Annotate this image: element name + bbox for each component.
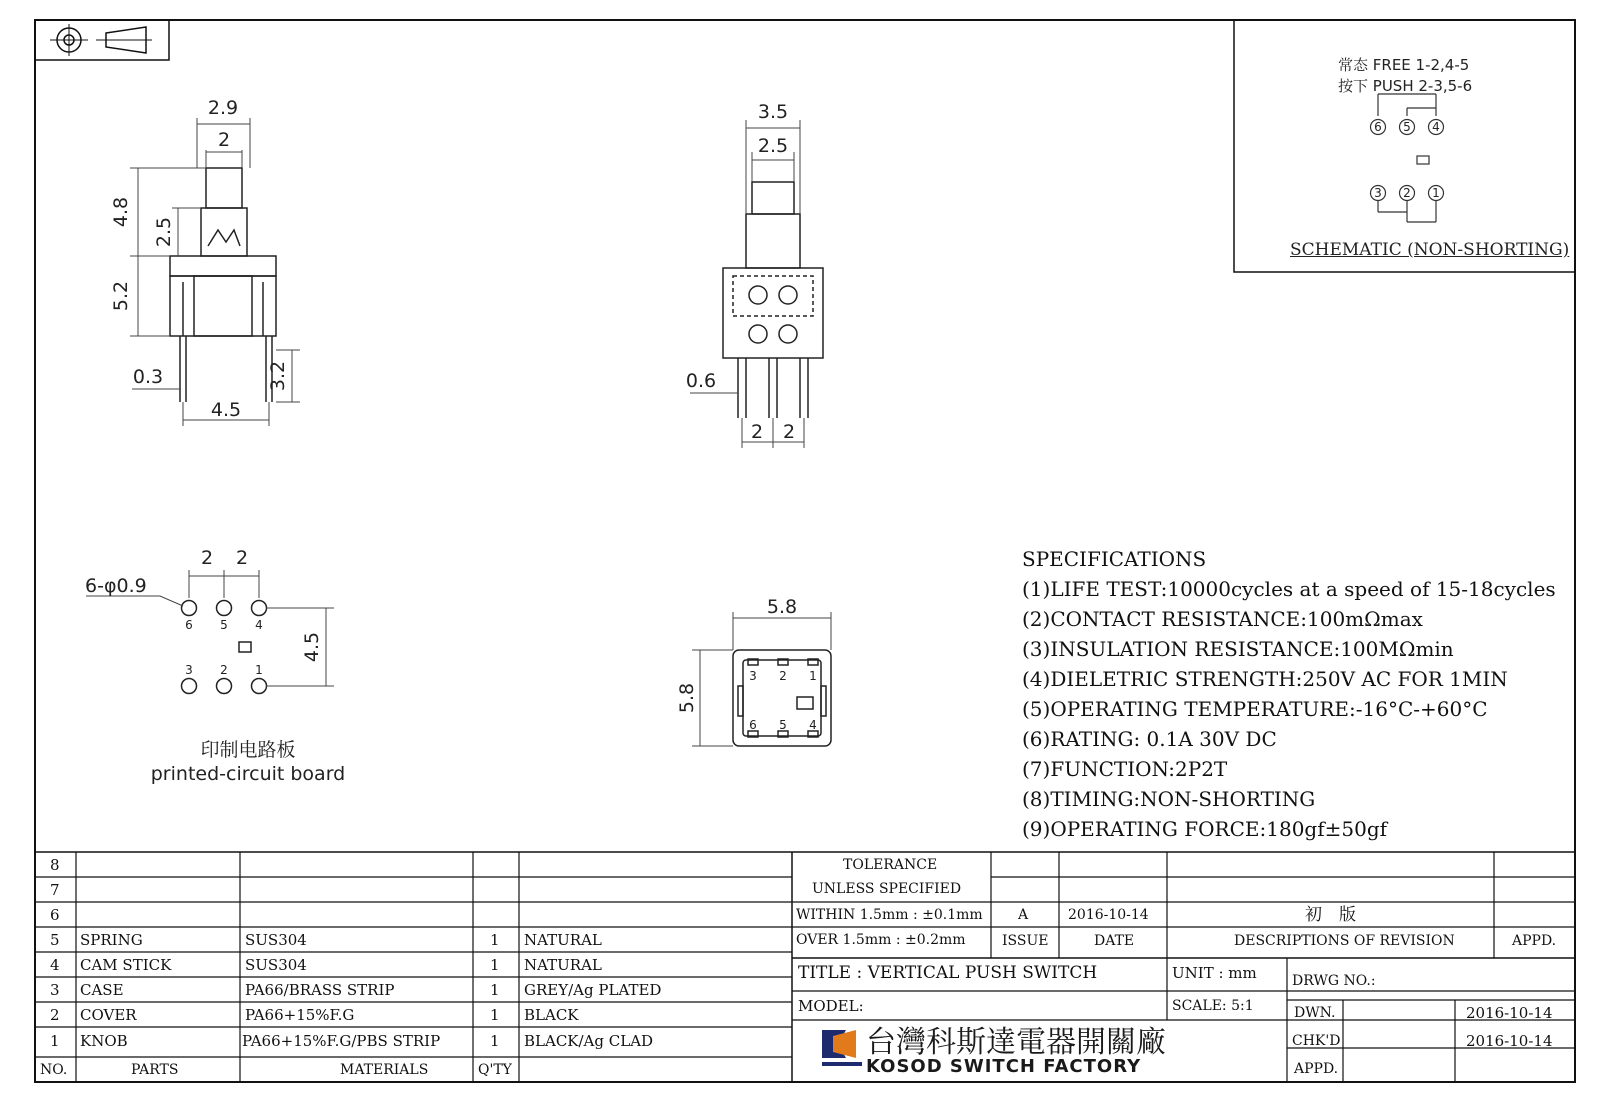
- bom-qty: 1: [490, 956, 500, 974]
- spec-item: (7)FUNCTION:2P2T: [1022, 757, 1228, 781]
- pcb-caption-en: printed-circuit board: [150, 763, 346, 785]
- date-header: DATE: [1094, 933, 1135, 949]
- bottom-pin-label: 5: [779, 718, 787, 732]
- bom-material: SUS304: [245, 931, 307, 949]
- bom-finish: BLACK/Ag CLAD: [524, 1032, 654, 1050]
- bom-no: 6: [50, 906, 60, 924]
- tolerance-over: OVER 1.5mm : ±0.2mm: [796, 932, 966, 948]
- schematic-push-label: 按下 PUSH 2-3,5-6: [1338, 77, 1473, 95]
- bom-material: PA66+15%F.G: [245, 1006, 355, 1024]
- bom-finish: GREY/Ag PLATED: [524, 981, 662, 999]
- specifications-title: SPECIFICATIONS: [1022, 547, 1207, 571]
- bom-no: 4: [50, 956, 60, 974]
- dim-pcb-pitch-1: 2: [200, 547, 214, 569]
- bom-no: 7: [50, 881, 60, 899]
- company-name-cn: 台灣科斯達電器開關廠: [866, 1025, 1166, 1060]
- projection-symbol: [35, 20, 169, 60]
- approved-label: APPD.: [1294, 1061, 1339, 1077]
- bom-material: PA66/BRASS STRIP: [245, 981, 395, 999]
- bom-no: 2: [50, 1006, 60, 1024]
- bom-no: 8: [50, 856, 60, 874]
- bottom-pin-label: 6: [749, 718, 757, 732]
- bom-header-qty: Q'TY: [478, 1062, 512, 1078]
- bom-header-parts: PARTS: [131, 1062, 179, 1078]
- bom-no: 3: [50, 981, 60, 999]
- front-view: [690, 120, 823, 448]
- company-logo: [822, 1030, 862, 1066]
- approved-header: APPD.: [1512, 933, 1557, 949]
- schematic-pin-label: 6: [1374, 120, 1382, 134]
- pcb-pin-label: 1: [255, 663, 263, 677]
- dim-bottom-width: 5.8: [766, 596, 798, 618]
- dim-front-pin: 0.6: [685, 370, 717, 392]
- dim-side-pin-width: 0.3: [132, 366, 164, 388]
- drawing-number-label: DRWG NO.:: [1292, 973, 1376, 989]
- drawing-unit: UNIT : mm: [1172, 964, 1257, 982]
- bom-no: 5: [50, 931, 60, 949]
- dim-side-pin-pitch: 4.5: [210, 399, 242, 421]
- pcb-pin-label: 6: [185, 618, 193, 632]
- drawing-scale: SCALE: 5:1: [1172, 998, 1254, 1014]
- spec-item: (3)INSULATION RESISTANCE:100MΩmin: [1022, 637, 1454, 661]
- description-header: DESCRIPTIONS OF REVISION: [1234, 933, 1455, 949]
- drawing-title: TITLE : VERTICAL PUSH SWITCH: [798, 963, 1098, 983]
- schematic-title: SCHEMATIC (NON-SHORTING): [1290, 240, 1570, 260]
- checked-label: CHK'D: [1292, 1033, 1341, 1049]
- bottom-pin-label: 1: [809, 669, 817, 683]
- spec-item: (6)RATING: 0.1A 30V DC: [1022, 727, 1277, 751]
- dim-side-knob-height: 4.8: [110, 196, 132, 228]
- model-label: MODEL:: [798, 997, 864, 1015]
- dim-front-pitch-1: 2: [750, 421, 764, 443]
- issue-header: ISSUE: [1002, 933, 1049, 949]
- spec-item: (2)CONTACT RESISTANCE:100mΩmax: [1022, 607, 1423, 631]
- dim-side-body-height: 5.2: [110, 280, 132, 312]
- spec-item: (4)DIELETRIC STRENGTH:250V AC FOR 1MIN: [1022, 667, 1508, 691]
- drawn-label: DWN.: [1294, 1005, 1336, 1021]
- dim-pcb-pitch-2: 2: [235, 547, 249, 569]
- dim-side-pin-length: 3.2: [267, 360, 289, 392]
- bottom-pin-label: 4: [809, 718, 817, 732]
- dim-bottom-height: 5.8: [676, 682, 698, 714]
- bom-part: SPRING: [80, 931, 143, 949]
- pcb-hole-callout: 6-φ0.9: [85, 575, 147, 597]
- bom-finish: NATURAL: [524, 956, 602, 974]
- dim-side-width-total: 2.9: [207, 97, 239, 119]
- revision-date: 2016-10-14: [1068, 907, 1149, 923]
- spec-item: (1)LIFE TEST:10000cycles at a speed of 15-18cycles: [1022, 577, 1556, 601]
- pcb-pin-label: 2: [220, 663, 228, 677]
- bottom-pin-label: 3: [749, 669, 757, 683]
- bom-material: PA66+15%F.G/PBS STRIP: [242, 1032, 441, 1050]
- schematic-pin-label: 3: [1374, 186, 1382, 200]
- schematic-free-label: 常态 FREE 1-2,4-5: [1338, 56, 1470, 74]
- bom-no: 1: [50, 1032, 60, 1050]
- revision-issue: A: [1018, 907, 1029, 923]
- tolerance-heading: TOLERANCE: [843, 857, 938, 873]
- schematic-pin-label: 1: [1432, 186, 1440, 200]
- dim-front-width: 3.5: [757, 101, 789, 123]
- spec-item: (8)TIMING:NON-SHORTING: [1022, 787, 1316, 811]
- bottom-pin-label: 2: [779, 669, 787, 683]
- bom-qty: 1: [490, 1006, 500, 1024]
- dim-side-stem-height: 2.5: [153, 216, 175, 248]
- bom-qty: 1: [490, 981, 500, 999]
- pcb-pin-label: 5: [220, 618, 228, 632]
- bom-finish: BLACK: [524, 1006, 579, 1024]
- dim-pcb-row-spacing: 4.5: [301, 631, 323, 663]
- bom-header-no: NO.: [40, 1062, 68, 1078]
- bom-material: SUS304: [245, 956, 307, 974]
- drawn-date: 2016-10-14: [1466, 1004, 1553, 1022]
- spec-item: (9)OPERATING FORCE:180gf±50gf: [1022, 817, 1388, 841]
- checked-date: 2016-10-14: [1466, 1032, 1553, 1050]
- bom-part: CASE: [80, 981, 124, 999]
- bom-qty: 1: [490, 1032, 500, 1050]
- bom-finish: NATURAL: [524, 931, 602, 949]
- schematic-pin-label: 2: [1403, 186, 1411, 200]
- schematic-pin-label: 4: [1432, 120, 1440, 134]
- pcb-pin-label: 3: [185, 663, 193, 677]
- pcb-pin-label: 4: [255, 618, 263, 632]
- bom-qty: 1: [490, 931, 500, 949]
- tolerance-within: WITHIN 1.5mm : ±0.1mm: [796, 907, 983, 923]
- bom-part: CAM STICK: [80, 956, 172, 974]
- dim-front-pitch-2: 2: [782, 421, 796, 443]
- tolerance-subheading: UNLESS SPECIFIED: [812, 881, 962, 897]
- dim-side-knob-width: 2: [217, 129, 231, 151]
- bom-header-materials: MATERIALS: [340, 1062, 429, 1078]
- bom-part: KNOB: [80, 1032, 128, 1050]
- schematic-pin-label: 5: [1403, 120, 1411, 134]
- revision-description: 初 版: [1305, 905, 1356, 925]
- bom-part: COVER: [80, 1006, 137, 1024]
- dim-front-knob: 2.5: [757, 135, 789, 157]
- pcb-caption-cn: 印制电路板: [200, 739, 296, 761]
- spec-item: (5)OPERATING TEMPERATURE:-16°C-+60°C: [1022, 697, 1488, 721]
- company-name-en: KOSOD SWITCH FACTORY: [866, 1056, 1142, 1077]
